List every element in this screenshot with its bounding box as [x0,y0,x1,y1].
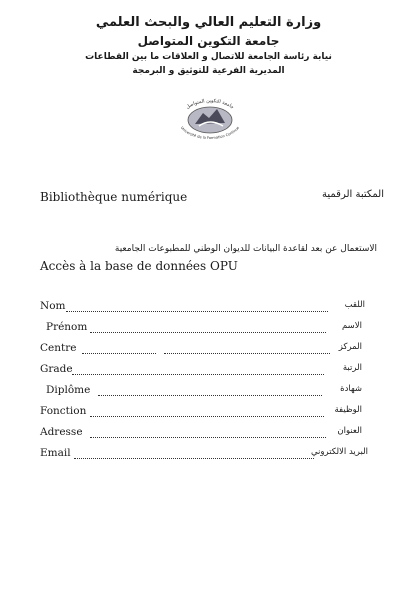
institution-header [0,14,417,78]
access-title-ar: الاستعمال عن بعد لقاعدة البيانات للديوان الوطني للمطبوعات الجامعية [114,244,377,254]
form-row-nom[interactable] [40,300,365,318]
field-blank[interactable] [72,362,324,375]
field-label-ar: المركز [338,342,362,352]
logo-top-text: جامعة التكوين المتواصل [185,98,235,111]
logo-bottom-text: Université de la Formation Continue [179,125,241,140]
university-seal-logo [173,96,247,140]
field-blank[interactable] [90,425,326,438]
field-blank[interactable] [98,383,322,396]
field-label-ar: شهادة [340,384,362,394]
sub-directorate-name: المديرية الفرعية للتوثيق و البرمجة [132,66,285,76]
field-label-fr: Centre [40,342,77,354]
field-label-ar: الرتبة [342,363,362,373]
form-row-email[interactable] [40,447,368,465]
form-row-adresse[interactable] [40,426,362,444]
field-label-fr: Grade [40,363,73,375]
field-blank[interactable] [90,320,326,333]
library-title-fr: Bibliothèque numérique [40,190,188,204]
field-blank[interactable] [82,341,156,354]
library-title-ar: المكتبة الرقمية [322,189,384,200]
ministry-name: وزارة التعليم العالي والبحث العلمي [95,15,322,30]
form-row-prenom[interactable] [46,321,362,339]
field-label-fr: Fonction [40,405,87,417]
form-row-diplome[interactable] [46,384,362,402]
field-blank[interactable] [66,299,328,312]
form-row-grade[interactable] [40,363,362,381]
form-row-fonction[interactable] [40,405,362,423]
form-row-centre[interactable] [40,342,362,360]
vice-presidency-name: نيابة رئاسة الجامعة للاتصال و العلاقات ما بين القطاعات [85,52,332,62]
field-label-fr: Nom [40,300,66,312]
field-label-ar: العنوان [337,426,362,436]
field-label-ar: الاسم [342,321,362,331]
field-blank[interactable] [90,404,324,417]
field-label-fr: Diplôme [46,384,91,396]
field-label-ar: البريد الالكتروني [310,447,368,457]
field-label-ar: اللقب [344,300,365,310]
field-blank[interactable] [164,341,330,354]
field-label-fr: Email [40,447,71,459]
access-title-fr: Accès à la base de données OPU [40,259,238,273]
field-label-ar: الوظيفة [334,405,362,415]
field-label-fr: Prénom [46,321,88,333]
field-blank[interactable] [74,446,314,459]
university-name: جامعة التكوين المتواصل [137,34,280,48]
field-label-fr: Adresse [40,426,83,438]
